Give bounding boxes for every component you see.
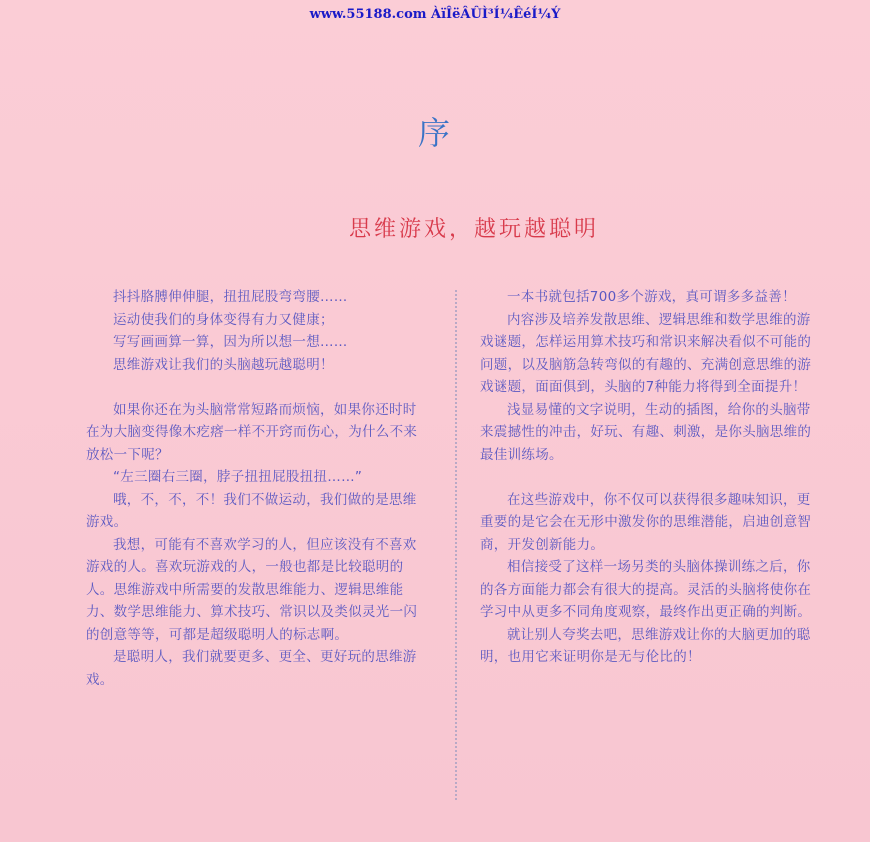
paragraph: 是聪明人，我们就要更多、更全、更好玩的思维游戏。 <box>86 649 417 688</box>
paragraph: 一本书就包括700多个游戏，真可谓多多益善！ <box>507 289 796 305</box>
paragraph: 思维游戏让我们的头脑越玩越聪明！ <box>113 356 334 373</box>
left-text-column <box>86 286 426 691</box>
paragraph: 内容涉及培养发散思维、逻辑思维和数学思维的游戏谜题，怎样运用算术技巧和常识来解决看似不可能的问题，以及脑筋急转弯似的有趣的、充满创意思维的游戏谜题，面面俱到，头脑的7种能力将得到全面提升！ <box>480 311 812 395</box>
paragraph-spacer <box>86 376 426 399</box>
site-watermark: www.55188.com ÀïÎëÂÛÌ³Í¼ÊéÍ¼Ý <box>309 7 561 22</box>
paragraph: 写写画画算一算，因为所以想一想…… <box>113 334 348 350</box>
paragraph: 浅显易懂的文字说明，生动的插图，给你的头脑带来震撼性的冲击，好玩、有趣、刺激，是你头脑思维的最佳训练场。 <box>480 401 812 463</box>
right-text-column <box>480 286 820 669</box>
page-title: 序 <box>417 114 452 152</box>
paragraph: 相信接受了这样一场另类的头脑体操训练之后，你的各方面能力都会有很大的提高。灵活的头脑将使你在学习中从更多不同角度观察，最终作出更正确的判断。 <box>480 559 812 620</box>
paragraph: “左三圈右三圈，脖子扭扭屁股扭扭……” <box>113 469 363 485</box>
paragraph: 运动使我们的身体变得有力又健康； <box>113 311 334 328</box>
paragraph: 就让别人夸奖去吧，思维游戏让你的大脑更加的聪明，也用它来证明你是无与伦比的！ <box>480 626 811 665</box>
paragraph: 哦，不，不，不！我们不做运动，我们做的是思维游戏。 <box>86 491 417 530</box>
paragraph: 抖抖胳膊伸伸腿，扭扭屁股弯弯腰…… <box>113 289 348 305</box>
paragraph: 我想，可能有不喜欢学习的人，但应该没有不喜欢游戏的人。喜欢玩游戏的人，一般也都是比较聪明的人。思维游戏中所需要的发散思维能力、逻辑思维能力、数学思维能力、算术技巧、常识以及类似灵光一闪的创意等等，可都是超级聪明人的标志啊。 <box>86 536 418 643</box>
paragraph-spacer <box>480 466 820 489</box>
page-subtitle: 思维游戏，越玩越聪明 <box>348 217 599 242</box>
paragraph: 在这些游戏中，你不仅可以获得很多趣味知识，更重要的是它会在无形中激发你的思维潜能，启迪创意智商，开发创新能力。 <box>480 491 812 553</box>
paragraph: 如果你还在为头脑常常短路而烦恼，如果你还时时在为大脑变得像木疙瘩一样不开窍而伤心，为什么不来放松一下呢？ <box>86 401 418 463</box>
column-divider <box>455 290 457 800</box>
